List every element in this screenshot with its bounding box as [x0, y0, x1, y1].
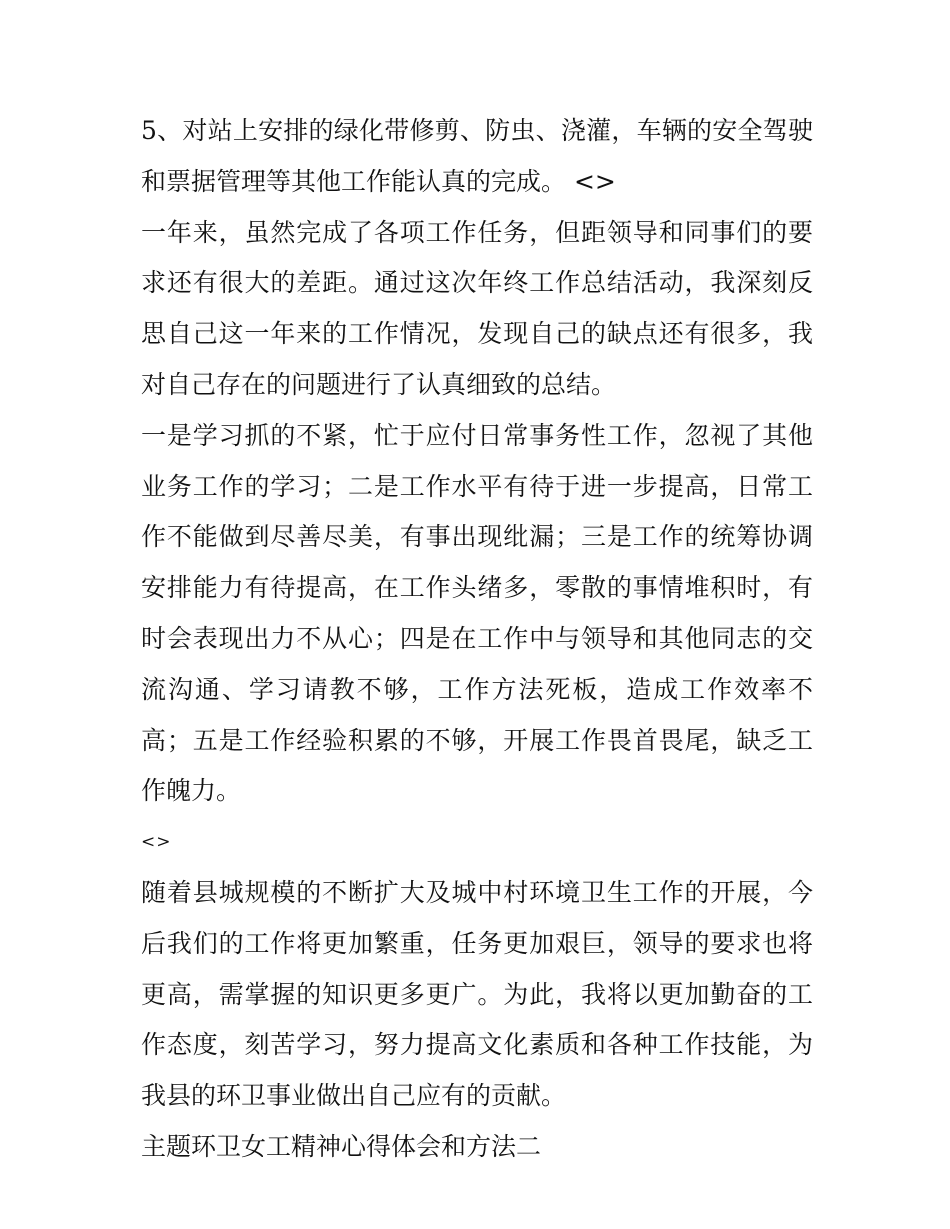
- paragraph-year-review: 一年来，虽然完成了各项工作任务，但距领导和同事们的要求还有很大的差距。通过这次年终工作总结活动，我深刻反思自己这一年来的工作情况，发现自己的缺点还有很多，我对自己存在的问题进行了认真细致的总结。: [141, 217, 813, 399]
- section-title: 主题环卫女工精神心得体会和方法二: [141, 1131, 542, 1161]
- paragraph-future-plan: 随着县城规模的不断扩大及城中村环境卫生工作的开展，今后我们的工作将更加繁重，任务更加艰巨，领导的要求也将更高，需掌握的知识更多更广。为此，我将以更加勤奋的工作态度，刻苦学习，努力提高文化素质和各种工作技能，为我县的环卫事业做出自己应有的贡献。: [141, 877, 813, 1111]
- paragraph-marker: <>: [141, 832, 172, 853]
- paragraph-work-completion: 5、对站上安排的绿化带修剪、防虫、浇灌，车辆的安全驾驶和票据管理等其他工作能认真的完成。 <>: [141, 116, 813, 196]
- paragraph-shortcomings: 一是学习抓的不紧，忙于应付日常事务性工作，忽视了其他业务工作的学习；二是工作水平有待于进一步提高，日常工作不能做到尽善尽美，有事出现纰漏；三是工作的统筹协调安排能力有待提高，在工作头绪多，零散的事情堆积时，有时会表现出力不从心；四是在工作中与领导和其他同志的交流沟通、学习请教不够，工作方法死板，造成工作效率不高；五是工作经验积累的不够，开展工作畏首畏尾，缺乏工作魄力。: [141, 420, 813, 806]
- document-body: [141, 106, 813, 1173]
